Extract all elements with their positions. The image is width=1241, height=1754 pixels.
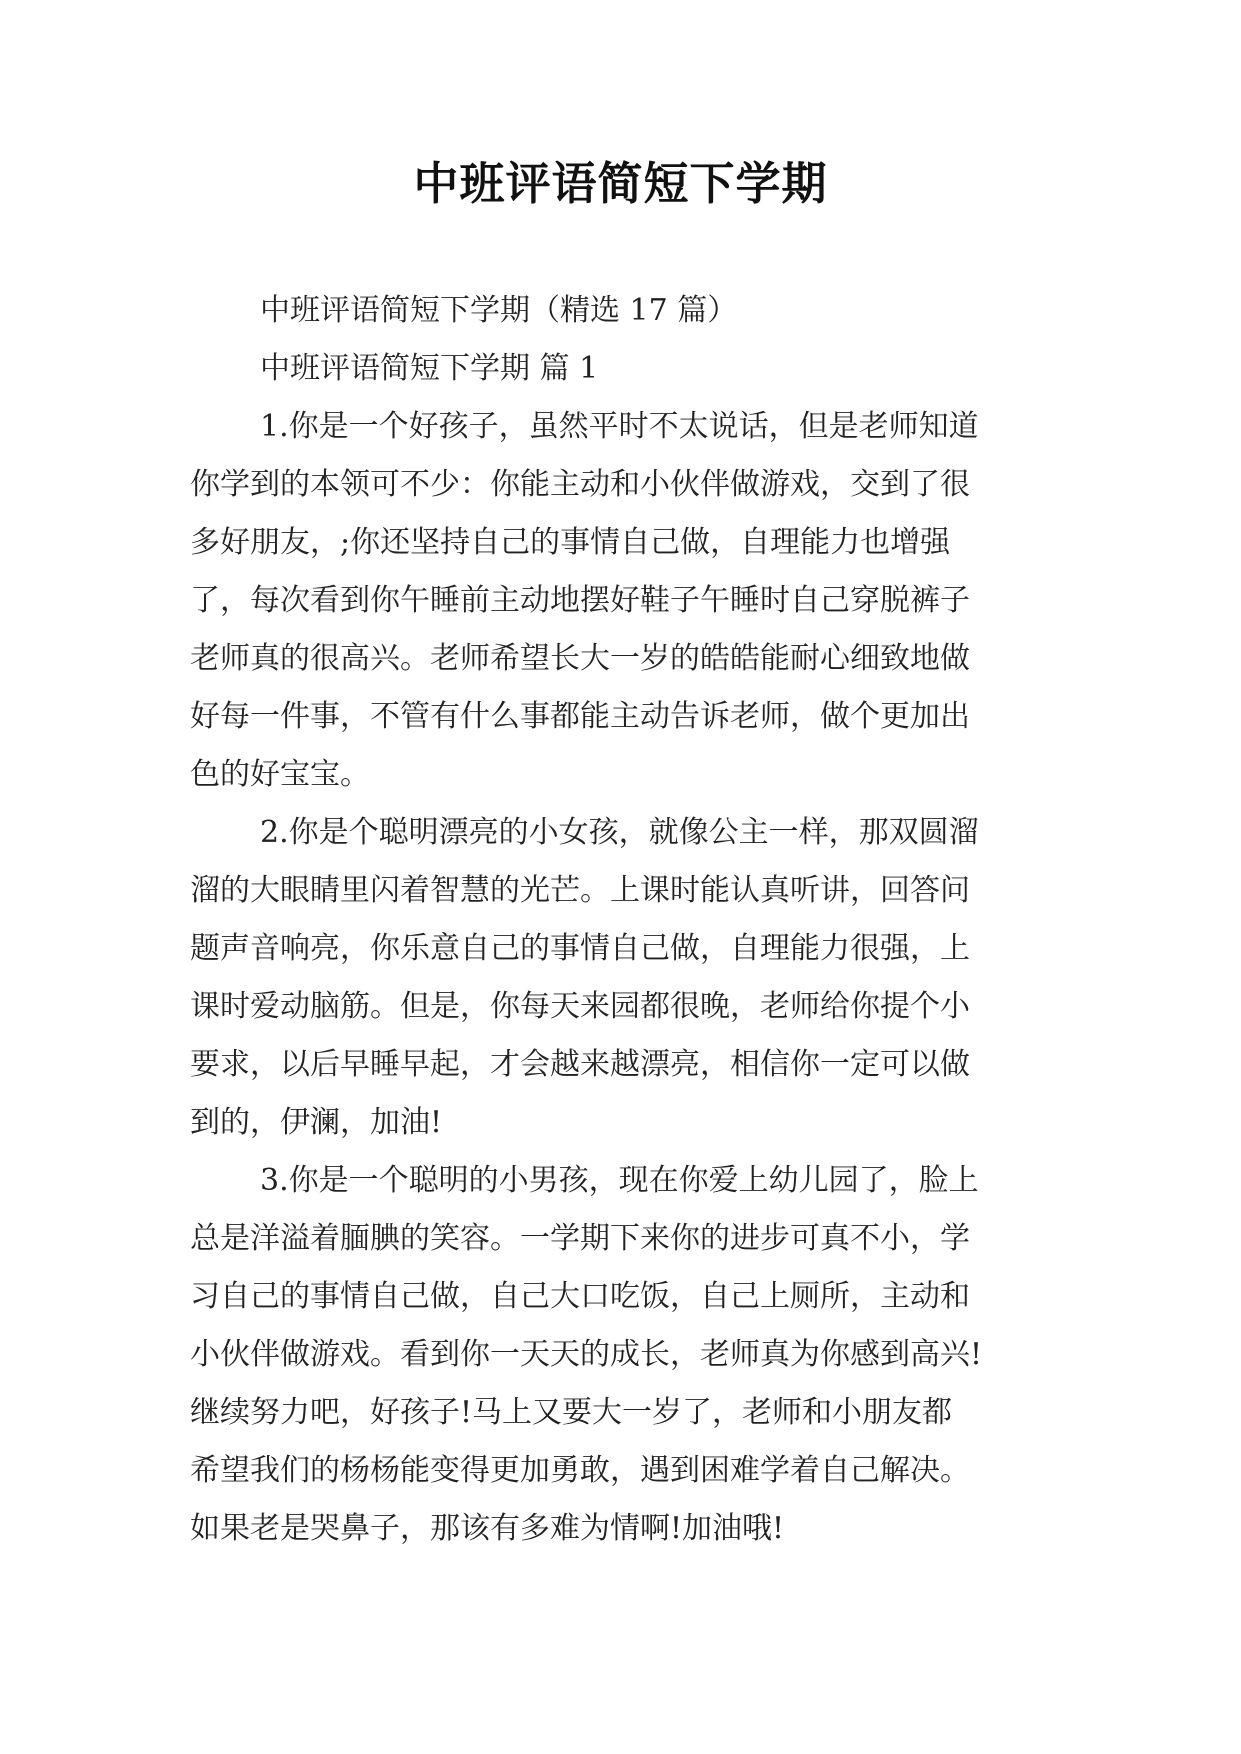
paragraph-line: 题声音响亮，你乐意自己的事情自己做，自理能力很强，上: [190, 931, 970, 966]
paragraph-line: 1.你是一个好孩子，虽然平时不太说话，但是老师知道: [260, 409, 979, 444]
paragraph-line: 3.你是一个聪明的小男孩，现在你爱上幼儿园了，脸上: [260, 1163, 979, 1198]
paragraph-line: 了，每次看到你午睡前主动地摆好鞋子午睡时自己穿脱裤子: [190, 583, 970, 618]
document-subtitle: 中班评语简短下学期（精选 17 篇）: [260, 293, 738, 328]
comment-paragraph-1: [190, 398, 1060, 804]
paragraph-line: 要求，以后早睡早起，才会越来越漂亮，相信你一定可以做: [190, 1047, 970, 1082]
paragraph-line: 溜的大眼睛里闪着智慧的光芒。上课时能认真听讲，回答问: [190, 873, 970, 908]
comment-paragraph-2: [190, 804, 1060, 1152]
paragraph-line: 小伙伴做游戏。看到你一天天的成长，老师真为你感到高兴!: [190, 1337, 983, 1372]
paragraph-line: 继续努力吧，好孩子!马上又要大一岁了，老师和小朋友都: [190, 1395, 953, 1430]
document-title: 中班评语简短下学期: [413, 157, 828, 210]
paragraph-line: 总是洋溢着腼腆的笑容。一学期下来你的进步可真不小，学: [190, 1221, 970, 1256]
paragraph-line: 课时爱动脑筋。但是，你每天来园都很晚，老师给你提个小: [190, 989, 970, 1024]
paragraph-line: 你学到的本领可不少：你能主动和小伙伴做游戏，交到了很: [190, 467, 970, 502]
paragraph-line: 多好朋友，;你还坚持自己的事情自己做，自理能力也增强: [190, 525, 951, 560]
document-body: [190, 282, 1060, 1558]
section-heading: 中班评语简短下学期 篇 1: [260, 351, 599, 386]
paragraph-line: 色的好宝宝。: [190, 757, 370, 792]
paragraph-line: 习自己的事情自己做，自己大口吃饭，自己上厕所，主动和: [190, 1279, 970, 1314]
paragraph-line: 如果老是哭鼻子，那该有多难为情啊!加油哦!: [190, 1511, 785, 1546]
paragraph-line: 希望我们的杨杨能变得更加勇敢，遇到困难学着自己解决。: [190, 1453, 970, 1488]
comment-paragraph-3: [190, 1152, 1060, 1558]
paragraph-line: 到的，伊澜，加油!: [190, 1105, 443, 1140]
paragraph-line: 好每一件事，不管有什么事都能主动告诉老师，做个更加出: [190, 699, 970, 734]
paragraph-line: 2.你是个聪明漂亮的小女孩，就像公主一样，那双圆溜: [260, 815, 979, 850]
paragraph-line: 老师真的很高兴。老师希望长大一岁的皓皓能耐心细致地做: [190, 641, 970, 676]
